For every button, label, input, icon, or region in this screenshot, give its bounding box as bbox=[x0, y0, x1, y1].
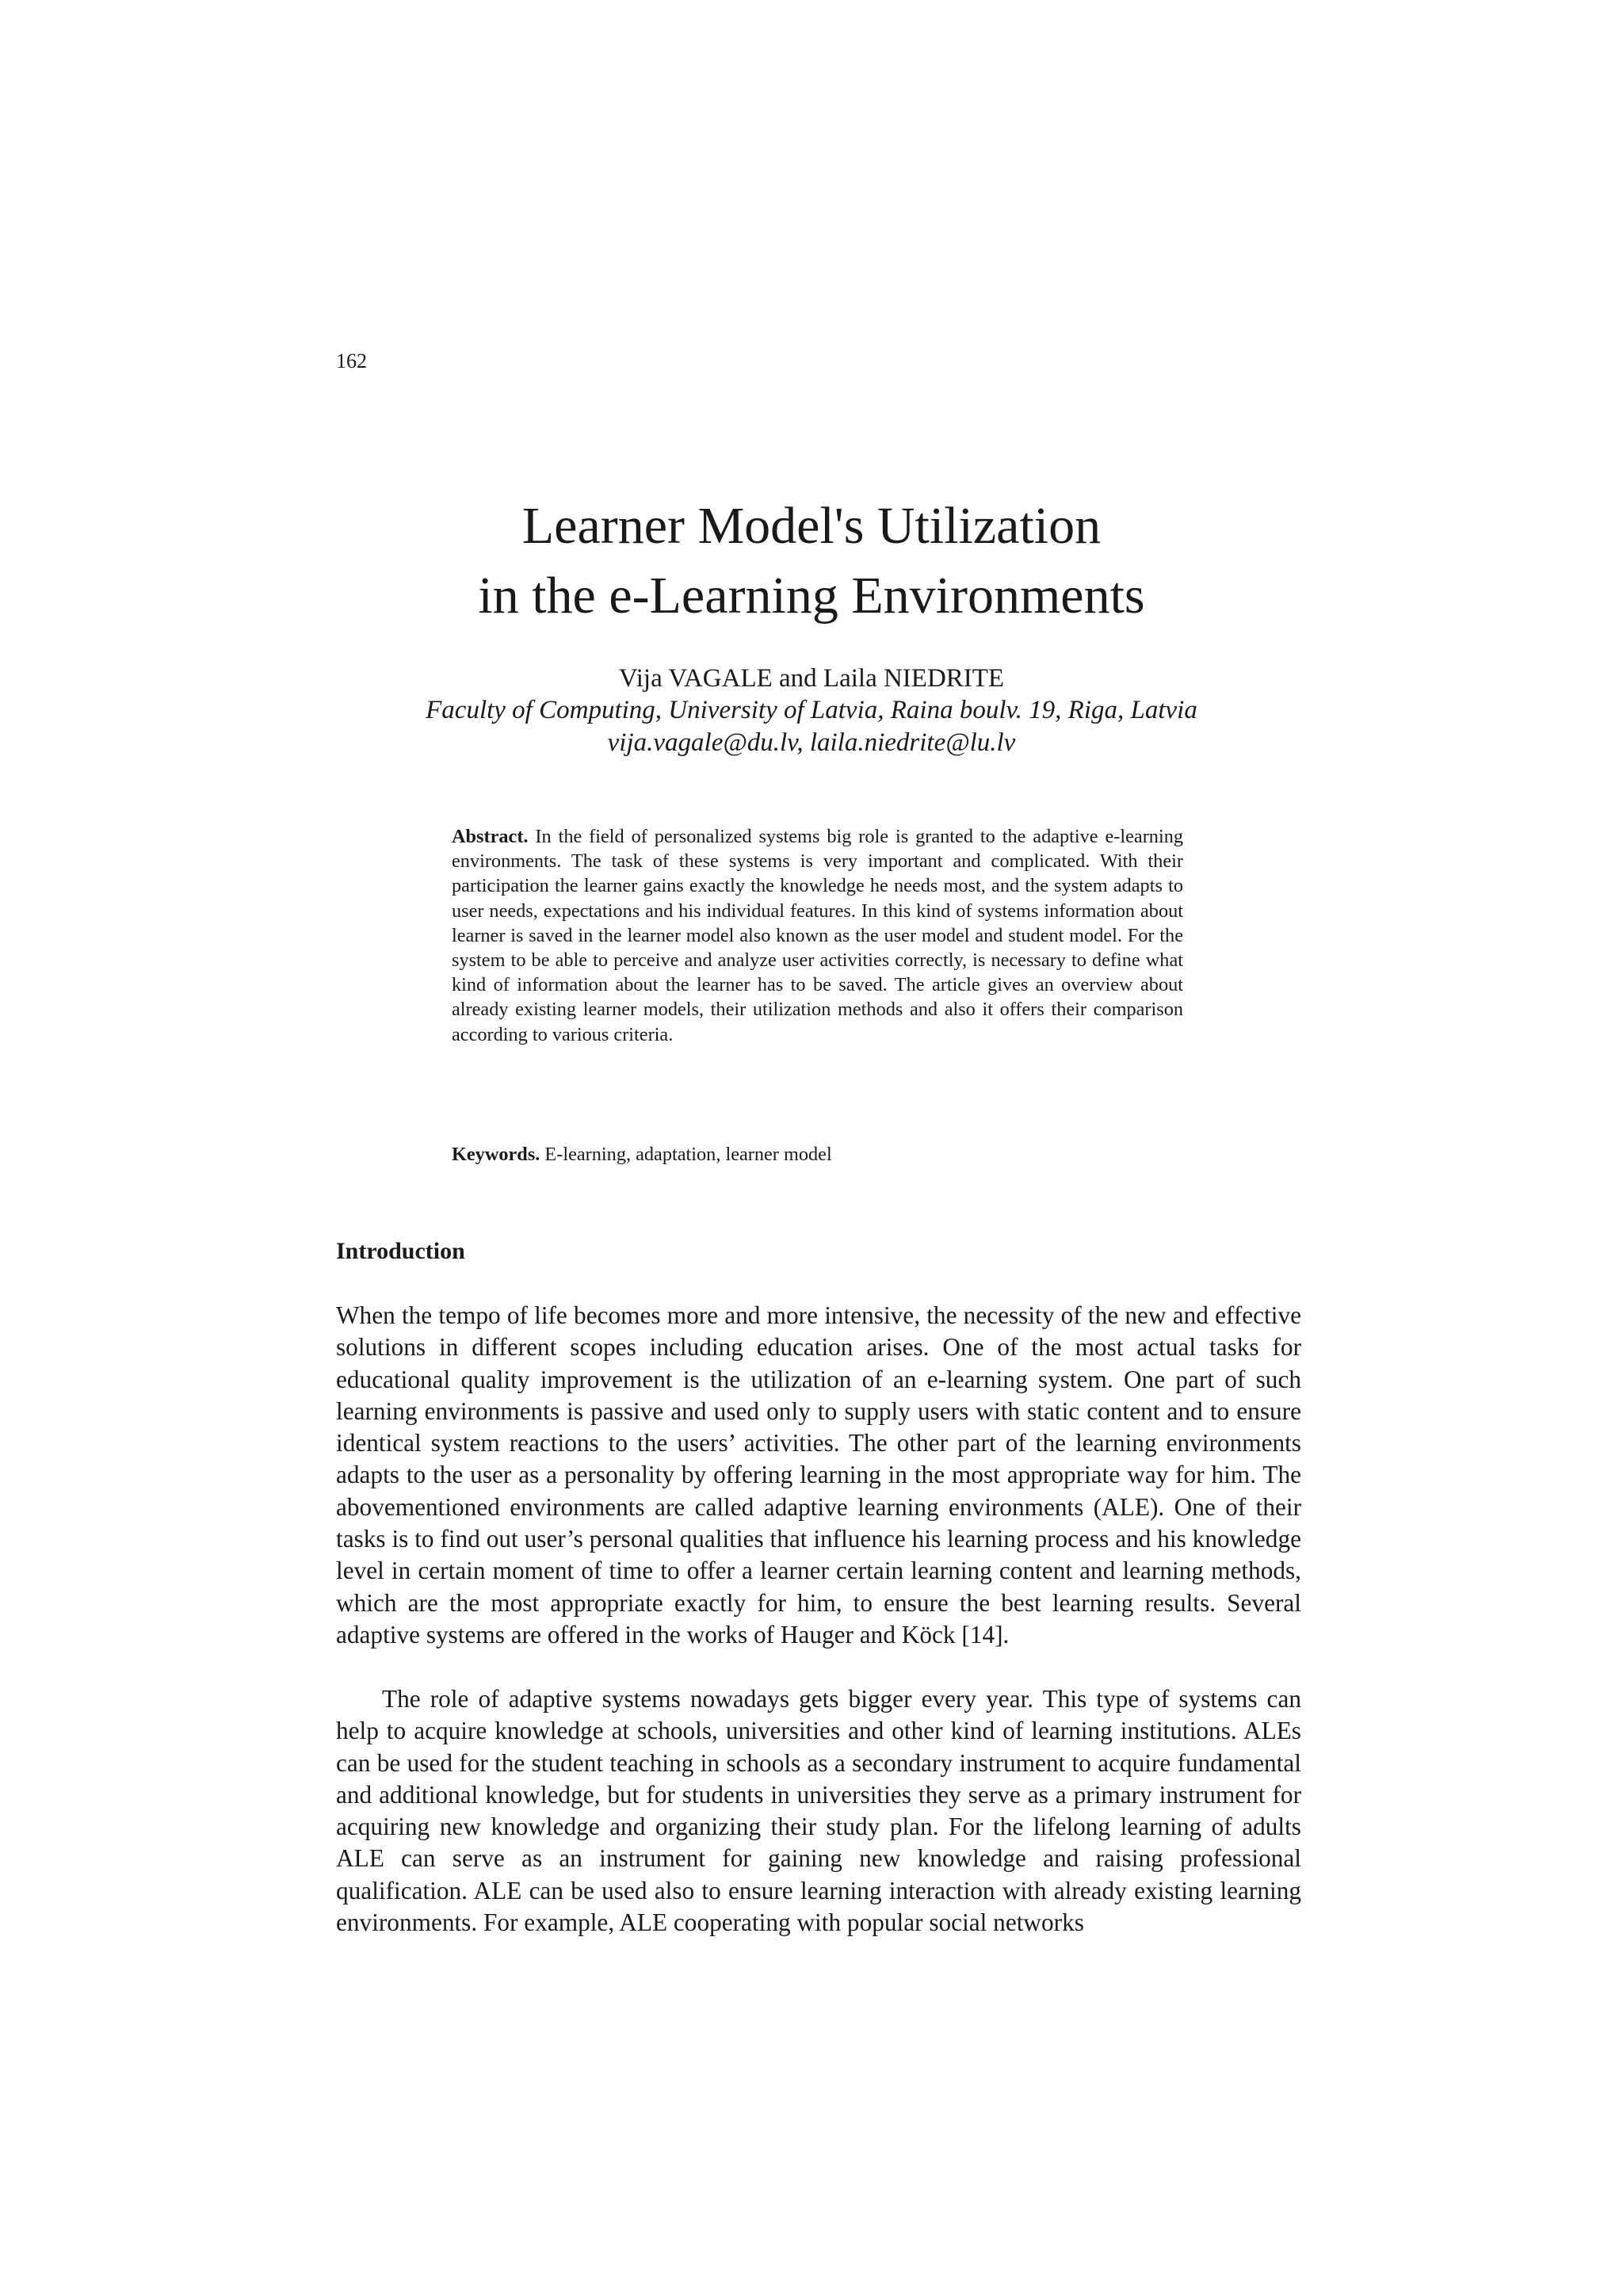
paper-title bbox=[0, 491, 1623, 631]
section-heading-introduction: Introduction bbox=[336, 1238, 465, 1264]
introduction-paragraph-1: When the tempo of life becomes more and more intensive, the necessity of the new and effective solutions in different scopes including education arises. One of the most actual tasks for educational quality improvement is the utilization of an e-learning system. One part of such learning environments is passive and used only to supply users with static content and to ensure identical system reactions to the users’ activities. The other part of the learning environments adapts to the user as a personality by offering learning in the most appropriate way for him. The abovementioned environments are called adaptive learning environments (ALE). One of their tasks is to find out user’s personal qualities that influence his learning process and his knowledge level in certain moment of time to offer a learner certain learning content and learning methods, which are the most appropriate exactly for him, to ensure the best learning results. Several adaptive systems are offered in the works of Hauger and Köck [14]. bbox=[336, 1301, 1301, 1648]
keywords-label: Keywords. bbox=[452, 1144, 540, 1165]
author-emails: vija.vagale@du.lv, laila.niedrite@lu.lv bbox=[607, 728, 1016, 757]
introduction-paragraph-2: The role of adaptive systems nowadays gets bigger every year. This type of systems can help to acquire knowledge at schools, universities and other kind of learning institutions. ALEs can be used for the student teaching in schools as a secondary instrument to acquire fundamental and additional knowledge, but for students in universities they serve as a primary instrument for acquiring new knowledge and organizing their study plan. For the lifelong learning of adults ALE can serve as an instrument for gaining new knowledge and raising professional qualification. ALE can be used also to ensure learning interaction with already existing learning environments. For example, ALE cooperating with popular social networks bbox=[336, 1685, 1301, 1937]
abstract-label: Abstract. bbox=[452, 826, 529, 847]
abstract-text: In the field of personalized systems big role is granted to the adaptive e-learning environments. The task of these systems is very important and complicated. With their participation the learner gains exactly the knowledge he needs most, and the system adapts to user needs, expectations and his individual features. In this kind of systems information about learner is saved in the learner model also known as the user model and student model. For the system to be able to perceive and analyze user activities correctly, is necessary to define what kind of information about the learner has to be saved. The article gives an overview about already existing learner models, their utilization methods and also it offers their comparison according to various criteria. bbox=[452, 826, 1183, 1045]
page-number: 162 bbox=[336, 350, 367, 372]
title-line-2: in the e-Learning Environments bbox=[478, 567, 1145, 625]
authors: Vija VAGALE and Laila NIEDRITE bbox=[618, 664, 1005, 693]
keywords bbox=[452, 1142, 1183, 1167]
affiliation: Faculty of Computing, University of Latvia, Raina boulv. 19, Riga, Latvia bbox=[426, 696, 1197, 724]
keywords-text: E-learning, adaptation, learner model bbox=[540, 1144, 832, 1165]
title-line-1: Learner Model's Utilization bbox=[521, 497, 1102, 555]
abstract bbox=[452, 824, 1183, 1047]
